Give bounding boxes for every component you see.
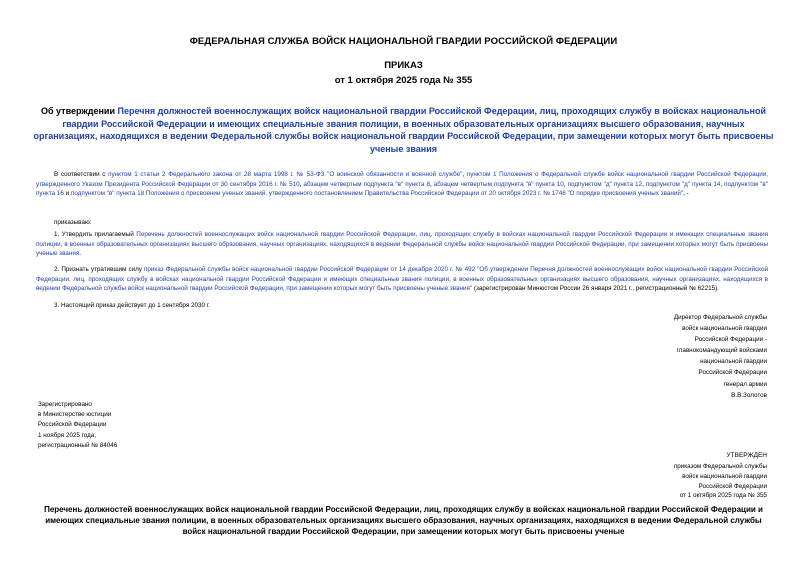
item-2-end: (зарегистрирован Минюстом России 26 января 2021 г., регистрационный № 62215). xyxy=(472,285,719,293)
item-1-end: . xyxy=(79,250,82,258)
signature-name: В.В.Золотов xyxy=(731,391,767,399)
basis-text: , xyxy=(429,180,434,188)
title-link[interactable]: Перечня должностей военнослужащих войск национальной гвардии Российской Федерации, лиц, проходящих службу в войсках национальной гвардии Российской Федерации и имеющих специальные звания полиции, в военных образовательных организациях высшего образования, научных организациях, находящихся в ведении Федеральной службы войск национальной гвардии Российской Федерации, при замещении которых могут быть присвоены ученые звания xyxy=(33,106,774,154)
registration-line: Зарегистрировано xyxy=(38,401,92,408)
signature-block xyxy=(567,312,767,401)
basis-link-p14[interactable]: подпунктом "д" пункта 14 xyxy=(645,180,721,188)
approved-line: войск национальной гвардии xyxy=(682,472,767,480)
basis-text: , - xyxy=(683,190,689,198)
signature-line: Директор Федеральной службы xyxy=(673,314,767,321)
signature-line: национальной гвардии xyxy=(700,358,767,366)
agency-heading: ФЕДЕРАЛЬНАЯ СЛУЖБА ВОЙСК НАЦИОНАЛЬНОЙ ГВАРДИИ РОССИЙСКОЙ ФЕДЕРАЦИИ xyxy=(189,36,618,47)
document-type: ПРИКАЗ xyxy=(384,60,423,71)
item-3: 3. Настоящий приказ действует до 1 сентября 2030 г. xyxy=(54,302,211,309)
signature-line: войск национальной гвардии xyxy=(682,325,767,333)
registration-line: регистрационный № 84046 xyxy=(38,441,118,449)
item-2 xyxy=(36,265,768,294)
basis-link-p12[interactable]: подпунктом "д" пункта 12 xyxy=(567,180,643,188)
registration-line: 1 ноября 2025 года, xyxy=(38,431,97,439)
legal-basis-paragraph xyxy=(36,170,768,199)
item-1 xyxy=(36,230,768,259)
basis-text: , xyxy=(462,171,467,178)
basis-text: , xyxy=(720,180,725,188)
basis-text: , xyxy=(299,180,304,188)
item-1-link[interactable]: Перечень должностей военнослужащих войск национальной гвардии Российской Федерации, лиц, проходящих службу в войсках национальной гвардии Российской Федерации и имеющих специальные звания полиции, в военных образовательных организациях высшего образования, научных организациях, находящихся в ведении Федеральной службы войск национальной гвардии Российской Федерации, при замещении которых могут быть присвоены ученые звания xyxy=(36,231,768,258)
basis-text: , xyxy=(642,180,646,188)
basis-link-regulation[interactable]: пунктом 1 Положения о Федеральной службе войск национальной гвардии Российской Федерации, утвержденного Указом Президента Российской Федерации от 30 сентября 2016 г. № 510 xyxy=(36,171,769,188)
approved-line: от 1 октября 2025 года № 355 xyxy=(679,492,767,500)
signature-line: Российской Федерации - xyxy=(694,336,767,344)
title-prefix: Об утверждении xyxy=(41,106,118,116)
registration-line: в Министерстве юстиции xyxy=(38,411,112,419)
approved-line: приказом Федеральной службы xyxy=(673,463,767,470)
approved-block xyxy=(567,462,767,501)
signature-line: Российской Федерации xyxy=(698,369,767,377)
basis-link-p8[interactable]: абзацем четвертым подпункта "в" пункта 8 xyxy=(303,180,430,188)
item-2-link[interactable]: приказ Федеральной службы войск национальной гвардии Российской Федерации от 14 декабря 2020 г. № 492 "Об утверждении Перечня должностей военнослужащих войск национальной гвардии Российской Федерации, лиц, проходящих службу в войсках национальной гвардии Российской Федерации и имеющих специальные звания полиции, в военных образовательных организациях высшего образования, научных организациях, находящихся в ведении Федеральной службы войск национальной гвардии Российской Федерации, при замещении которых могут быть присвоены ученые звания" xyxy=(36,266,768,293)
basis-link-p18[interactable]: подпунктом "в" пункта 18 Положения о присвоении ученых званий, утвержденного постановлением Правительства Российской Федерации от 20 октября 2023 г. № 1746 "О порядке присвоения ученых званий" xyxy=(70,190,684,198)
basis-link-p16[interactable]: подпунктом "в" пункта 16 xyxy=(36,180,768,198)
signature-line: генерал армии xyxy=(723,380,767,388)
item-2-text: 2. Признать утратившим силу xyxy=(54,266,144,273)
item-1-text: 1. Утвердить прилагаемый xyxy=(54,231,137,238)
approved-line: Российской Федерации xyxy=(698,482,767,490)
basis-link-p10[interactable]: абзацем четвертым подпункта "в" пункта 10 xyxy=(433,180,564,188)
registration-line: Российской Федерации xyxy=(38,421,107,429)
basis-text: и xyxy=(63,190,71,198)
basis-text: , xyxy=(563,180,568,188)
approved-heading: УТВЕРЖДЕН xyxy=(726,452,767,459)
registration-block xyxy=(38,400,238,451)
signature-line: главнокомандующий войсками xyxy=(676,347,767,355)
order-word: приказываю: xyxy=(54,219,92,226)
list-title: Перечень должностей военнослужащих войск национальной гвардии Российской Федерации, лиц, проходящих службу в войсках национальной гвардии Российской Федерации и имеющих специальные звания полиции, в военных образовательных организациях высшего образования, научных организациях, находящихся в ведении Федеральной службы войск национальной гвардии Российской Федерации, при замещении которых могут быть присвоены ученые xyxy=(44,505,763,536)
order-title xyxy=(30,105,777,155)
basis-link-law[interactable]: пунктом 1 статьи 2 Федерального закона от 28 марта 1998 г. № 53-ФЗ "О воинской обязанности и военной службе" xyxy=(108,171,463,178)
order-date-number: от 1 октября 2025 года № 355 xyxy=(334,75,473,86)
basis-text: В соответствии с xyxy=(54,171,109,178)
